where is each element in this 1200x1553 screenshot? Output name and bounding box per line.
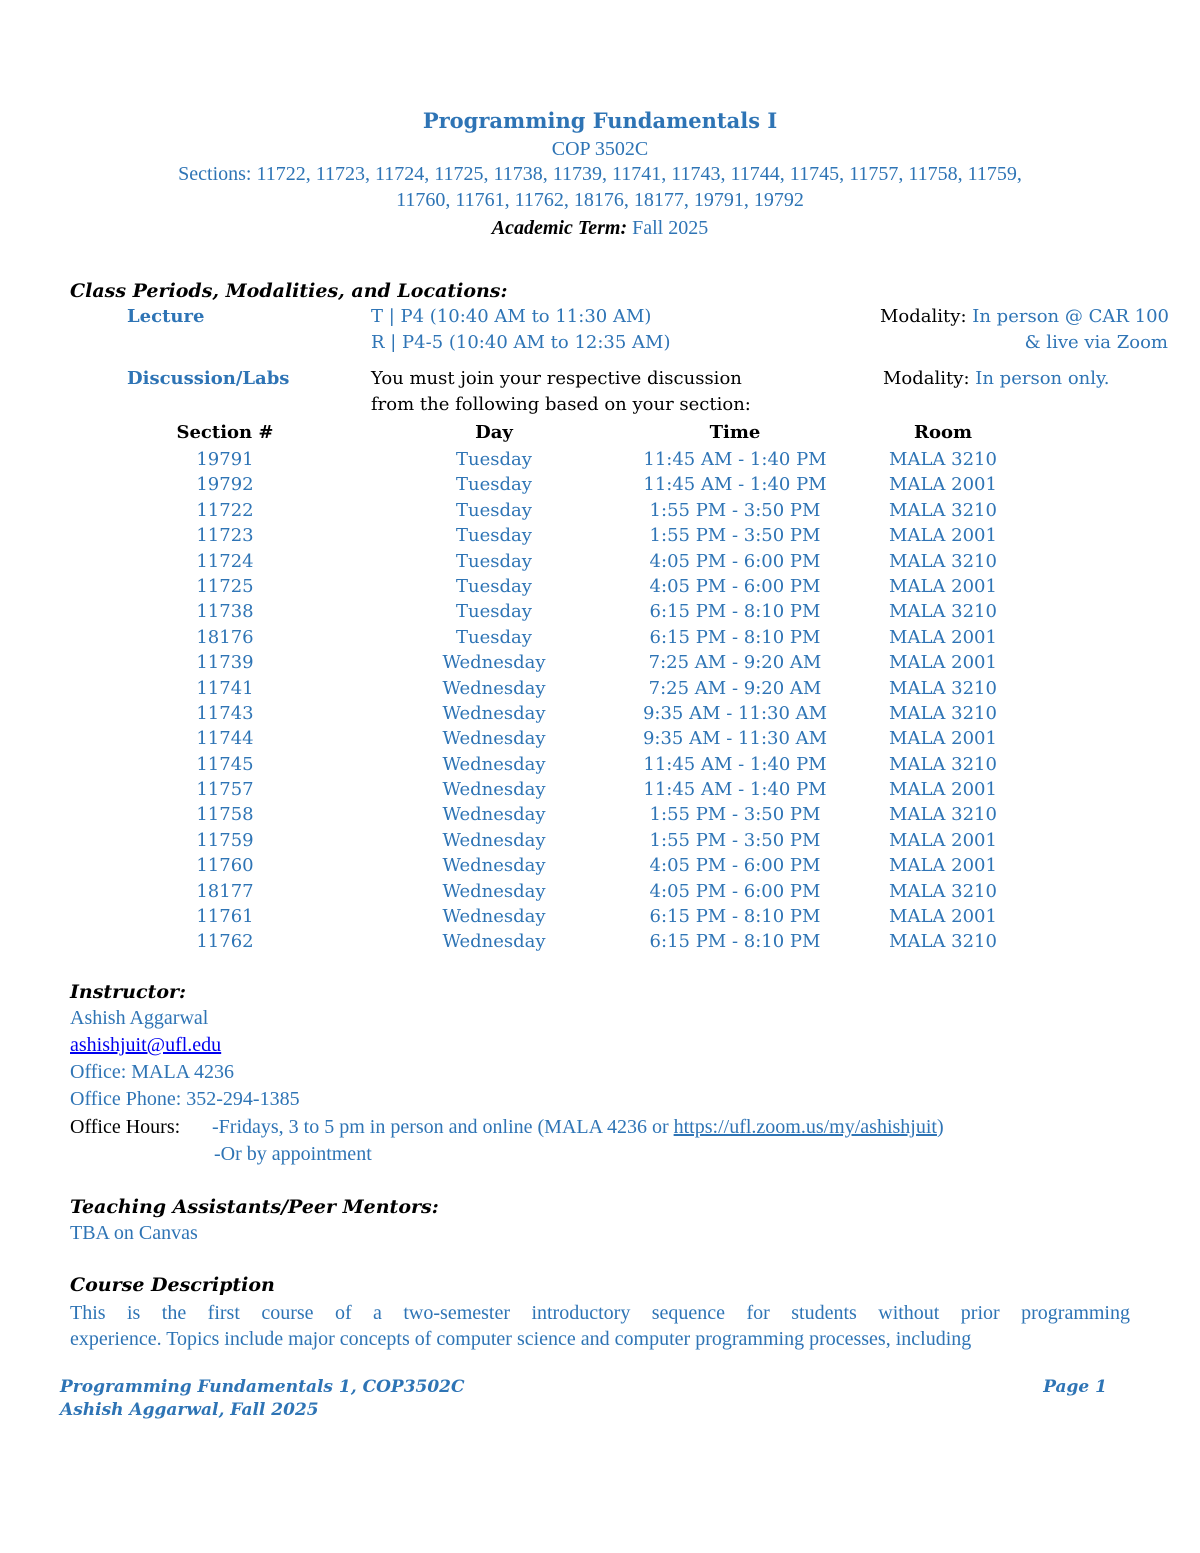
cell-room: MALA 3210 xyxy=(889,753,997,775)
instructor-email-link[interactable]: ashishjuit@ufl.edu xyxy=(70,1034,222,1056)
cell-room: MALA 3210 xyxy=(889,702,997,724)
cell-time: 11:45 AM - 1:40 PM xyxy=(643,449,827,470)
cell-section: 11739 xyxy=(196,652,254,674)
cell-room: MALA 3210 xyxy=(889,550,997,572)
office-hours-text: -Fridays, 3 to 5 pm in person and online (MALA 4236 or xyxy=(212,1116,674,1138)
cell-section: 11745 xyxy=(196,753,254,775)
cell-room: MALA 3210 xyxy=(889,677,997,699)
office-hours-label: Office Hours: xyxy=(70,1116,181,1138)
cell-room: MALA 3210 xyxy=(889,804,997,826)
table-row xyxy=(0,804,1200,829)
cell-time: 7:25 AM - 9:20 AM xyxy=(648,652,822,674)
lecture-modality-zoom: & live via Zoom xyxy=(1024,332,1168,353)
cell-day: Wednesday xyxy=(442,702,546,724)
cell-time: 6:15 PM - 8:10 PM xyxy=(649,906,821,928)
cell-day: Wednesday xyxy=(442,880,546,902)
cell-section: 11760 xyxy=(196,855,254,877)
course-description-heading: Course Description xyxy=(70,1274,275,1296)
table-row xyxy=(0,627,1200,652)
footer-page-number: Page 1 xyxy=(1043,1377,1107,1397)
cell-room: MALA 2001 xyxy=(889,728,997,750)
lecture-time-2: R | P4-5 (10:40 AM to 12:35 AM) xyxy=(371,332,671,353)
table-row xyxy=(0,703,1200,728)
cell-section: 19791 xyxy=(196,449,254,470)
discussion-modality-value: In person only. xyxy=(975,368,1110,389)
cell-room: MALA 2001 xyxy=(889,626,997,648)
cell-day: Wednesday xyxy=(442,855,546,877)
cell-time: 6:15 PM - 8:10 PM xyxy=(649,626,821,648)
cell-day: Tuesday xyxy=(456,474,532,496)
table-row xyxy=(0,754,1200,779)
cell-time: 11:45 AM - 1:40 PM xyxy=(643,474,827,496)
course-description-line-2: experience. Topics include major concepts of computer science and computer programming processes, including xyxy=(70,1328,972,1350)
table-row xyxy=(0,931,1200,956)
table-row xyxy=(0,728,1200,753)
cell-time: 1:55 PM - 3:50 PM xyxy=(649,525,821,547)
cell-day: Wednesday xyxy=(442,728,546,750)
footer-author: Ashish Aggarwal, Fall 2025 xyxy=(60,1400,319,1420)
cell-day: Wednesday xyxy=(442,906,546,928)
cell-room: MALA 2001 xyxy=(889,779,997,801)
lecture-modality xyxy=(880,306,1169,327)
cell-time: 1:55 PM - 3:50 PM xyxy=(649,804,821,826)
discussion-note-2: from the following based on your section: xyxy=(371,394,751,415)
instructor-phone: Office Phone: 352-294-1385 xyxy=(70,1088,300,1110)
cell-time: 9:35 AM - 11:30 AM xyxy=(642,728,828,750)
cell-day: Wednesday xyxy=(442,931,546,953)
cell-room: MALA 2001 xyxy=(889,474,997,496)
cell-section: 11723 xyxy=(196,525,254,547)
cell-room: MALA 3210 xyxy=(889,449,997,470)
cell-room: MALA 2001 xyxy=(889,855,997,877)
footer-course: Programming Fundamentals 1, COP3502C xyxy=(60,1377,465,1397)
table-row xyxy=(0,500,1200,525)
cell-time: 4:05 PM - 6:00 PM xyxy=(649,575,821,597)
cell-section: 11757 xyxy=(196,779,254,801)
sections-line-1: Sections: 11722, 11723, 11724, 11725, 11738, 11739, 11741, 11743, 11744, 11745, 11757, 11758, 11759, xyxy=(178,163,1022,185)
cell-section: 11758 xyxy=(196,804,254,826)
cell-room: MALA 3210 xyxy=(889,601,997,623)
cell-day: Tuesday xyxy=(456,525,532,547)
table-row xyxy=(0,525,1200,550)
instructor-office: Office: MALA 4236 xyxy=(70,1061,235,1083)
cell-time: 6:15 PM - 8:10 PM xyxy=(649,931,821,953)
cell-section: 19792 xyxy=(196,474,254,496)
instructor-name: Ashish Aggarwal xyxy=(70,1007,209,1029)
academic-term-label: Academic Term: xyxy=(491,217,628,239)
cell-room: MALA 2001 xyxy=(889,575,997,597)
table-row xyxy=(0,449,1200,474)
table-row xyxy=(0,576,1200,601)
course-description-line-1: This is the first course of a two-semester introductory sequence for students without prior programming xyxy=(70,1302,1130,1324)
cell-section: 11762 xyxy=(196,931,254,953)
class-periods-heading: Class Periods, Modalities, and Locations: xyxy=(70,280,508,302)
cell-section: 11761 xyxy=(196,906,254,928)
lecture-time-1: T | P4 (10:40 AM to 11:30 AM) xyxy=(371,306,652,327)
cell-section: 11759 xyxy=(196,829,254,851)
cell-section: 18177 xyxy=(196,880,254,902)
header-room: Room xyxy=(913,422,973,443)
table-row xyxy=(0,855,1200,880)
table-header-row xyxy=(0,422,1200,449)
cell-day: Tuesday xyxy=(456,550,532,572)
cell-time: 1:55 PM - 3:50 PM xyxy=(649,829,821,851)
office-hours-line-1 xyxy=(212,1116,944,1139)
cell-section: 11724 xyxy=(196,550,254,572)
table-body xyxy=(0,449,1200,957)
table-row xyxy=(0,551,1200,576)
discussion-label: Discussion/Labs xyxy=(127,368,290,389)
cell-day: Wednesday xyxy=(442,779,546,801)
table-row xyxy=(0,652,1200,677)
zoom-link[interactable]: https://ufl.zoom.us/my/ashishjuit xyxy=(673,1116,937,1138)
cell-day: Wednesday xyxy=(442,652,546,674)
table-row xyxy=(0,678,1200,703)
cell-room: MALA 2001 xyxy=(889,652,997,674)
cell-time: 9:35 AM - 11:30 AM xyxy=(642,702,828,724)
cell-day: Wednesday xyxy=(442,804,546,826)
office-hours-close: ) xyxy=(936,1116,944,1138)
cell-time: 11:45 AM - 1:40 PM xyxy=(643,779,827,801)
lecture-modality-value: In person @ CAR 100 xyxy=(972,306,1169,327)
cell-section: 11743 xyxy=(196,702,254,724)
table-row xyxy=(0,906,1200,931)
cell-day: Wednesday xyxy=(442,829,546,851)
cell-day: Tuesday xyxy=(456,601,532,623)
cell-section: 18176 xyxy=(196,626,254,648)
cell-section: 11744 xyxy=(196,728,254,750)
course-code: COP 3502C xyxy=(551,138,649,160)
ta-heading: Teaching Assistants/Peer Mentors: xyxy=(70,1196,439,1218)
cell-room: MALA 2001 xyxy=(889,525,997,547)
cell-day: Wednesday xyxy=(442,677,546,699)
cell-time: 4:05 PM - 6:00 PM xyxy=(649,855,821,877)
office-hours-line-2: -Or by appointment xyxy=(214,1143,372,1165)
lecture-label: Lecture xyxy=(127,306,205,327)
sections-line-2: 11760, 11761, 11762, 18176, 18177, 19791, 19792 xyxy=(396,189,804,211)
cell-room: MALA 3210 xyxy=(889,880,997,902)
cell-section: 11738 xyxy=(196,601,254,623)
cell-room: MALA 3210 xyxy=(889,931,997,953)
table-row xyxy=(0,881,1200,906)
cell-day: Tuesday xyxy=(456,499,532,521)
discussion-modality xyxy=(883,368,1110,389)
cell-day: Tuesday xyxy=(456,449,532,470)
discussion-note-1: You must join your respective discussion xyxy=(371,368,742,389)
cell-section: 11725 xyxy=(196,575,254,597)
academic-term xyxy=(0,217,1200,240)
instructor-heading: Instructor: xyxy=(70,981,187,1003)
discussion-modality-label: Modality: xyxy=(883,368,970,389)
table-row xyxy=(0,601,1200,626)
table-row xyxy=(0,779,1200,804)
cell-day: Tuesday xyxy=(456,626,532,648)
header-time: Time xyxy=(709,422,761,443)
discussion-schedule-table xyxy=(0,422,1200,957)
cell-time: 4:05 PM - 6:00 PM xyxy=(649,550,821,572)
cell-section: 11722 xyxy=(196,499,254,521)
cell-room: MALA 2001 xyxy=(889,829,997,851)
ta-value: TBA on Canvas xyxy=(70,1222,198,1244)
table-row xyxy=(0,474,1200,499)
cell-time: 1:55 PM - 3:50 PM xyxy=(649,499,821,521)
cell-time: 6:15 PM - 8:10 PM xyxy=(649,601,821,623)
cell-day: Tuesday xyxy=(456,575,532,597)
header-section: Section # xyxy=(176,422,274,443)
page-title: Programming Fundamentals I xyxy=(422,108,778,133)
cell-time: 7:25 AM - 9:20 AM xyxy=(648,677,822,699)
table-row xyxy=(0,830,1200,855)
academic-term-value: Fall 2025 xyxy=(632,217,709,239)
cell-room: MALA 3210 xyxy=(889,499,997,521)
cell-section: 11741 xyxy=(196,677,254,699)
lecture-modality-label: Modality: xyxy=(880,306,967,327)
cell-day: Wednesday xyxy=(442,753,546,775)
cell-time: 4:05 PM - 6:00 PM xyxy=(649,880,821,902)
cell-room: MALA 2001 xyxy=(889,906,997,928)
cell-time: 11:45 AM - 1:40 PM xyxy=(643,753,827,775)
header-day: Day xyxy=(475,422,513,443)
